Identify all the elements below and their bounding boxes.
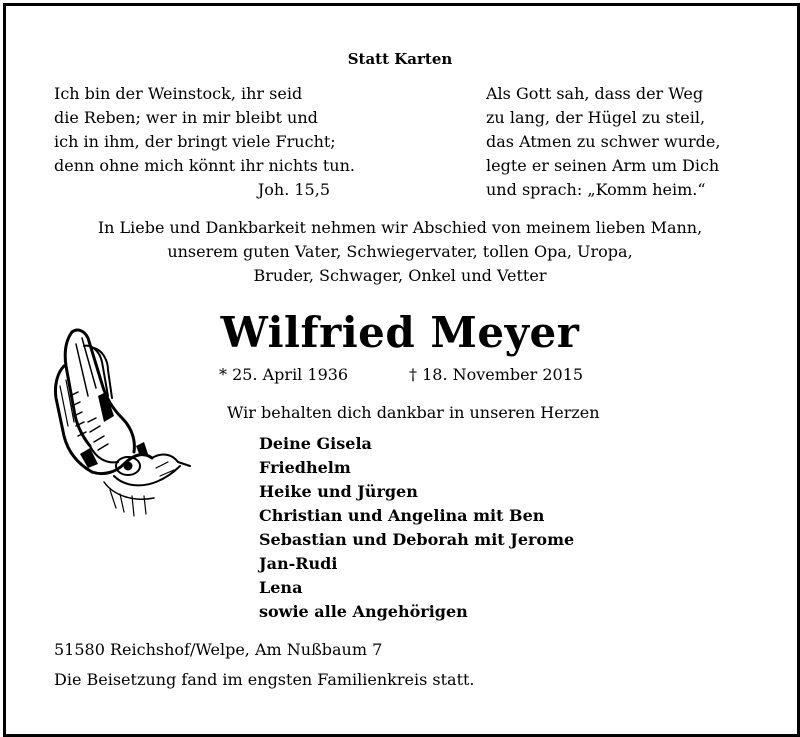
mourner-name: Friedhelm (259, 458, 351, 477)
poem-line: zu lang, der Hügel zu steil, (486, 108, 706, 127)
death-date: † 18. November 2015 (409, 365, 584, 384)
address: 51580 Reichshof/Welpe, Am Nußbaum 7 (54, 640, 383, 659)
remembrance-line: Wir behalten dich dankbar in unseren Herzen (227, 403, 600, 422)
poem-verse (486, 82, 720, 202)
poem-line: legte er seinen Arm um Dich (486, 156, 720, 175)
verse-line: Ich bin der Weinstock, ihr seid (54, 84, 303, 103)
poem-line: und sprach: „Komm heim.“ (486, 180, 706, 199)
mourner-name: sowie alle Angehörigen (259, 602, 468, 621)
birth-date: * 25. April 1936 (219, 365, 349, 384)
intro-line: Bruder, Schwager, Onkel und Vetter (253, 266, 547, 285)
mourner-name: Christian und Angelina mit Ben (259, 506, 545, 525)
verse-line: denn ohne mich könnt ihr nichts tun. (54, 156, 355, 175)
mourner-name: Lena (259, 578, 303, 597)
burial-note: Die Beisetzung fand im engsten Familienkreis statt. (54, 670, 475, 689)
verse-source: Joh. 15,5 (257, 180, 330, 199)
bible-verse (54, 82, 355, 202)
mourner-name: Heike und Jürgen (259, 482, 418, 501)
mourner-name: Jan-Rudi (259, 554, 338, 573)
poem-line: Als Gott sah, dass der Weg (486, 84, 704, 103)
mourner-name: Deine Gisela (259, 434, 372, 453)
intro-line: unserem guten Vater, Schwiegervater, tollen Opa, Uropa, (167, 242, 633, 261)
verse-line: die Reben; wer in mir bleibt und (54, 108, 318, 127)
heading-statt-karten: Statt Karten (347, 50, 453, 68)
farewell-intro (0, 216, 800, 288)
intro-line: In Liebe und Dankbarkeit nehmen wir Abschied von meinem lieben Mann, (97, 218, 703, 237)
poem-line: das Atmen zu schwer wurde, (486, 132, 721, 151)
deceased-name: Wilfried Meyer (220, 308, 580, 357)
verse-line: ich in ihm, der bringt viele Frucht; (54, 132, 336, 151)
mourner-name: Sebastian und Deborah mit Jerome (259, 530, 575, 549)
mourners-list (259, 432, 574, 624)
